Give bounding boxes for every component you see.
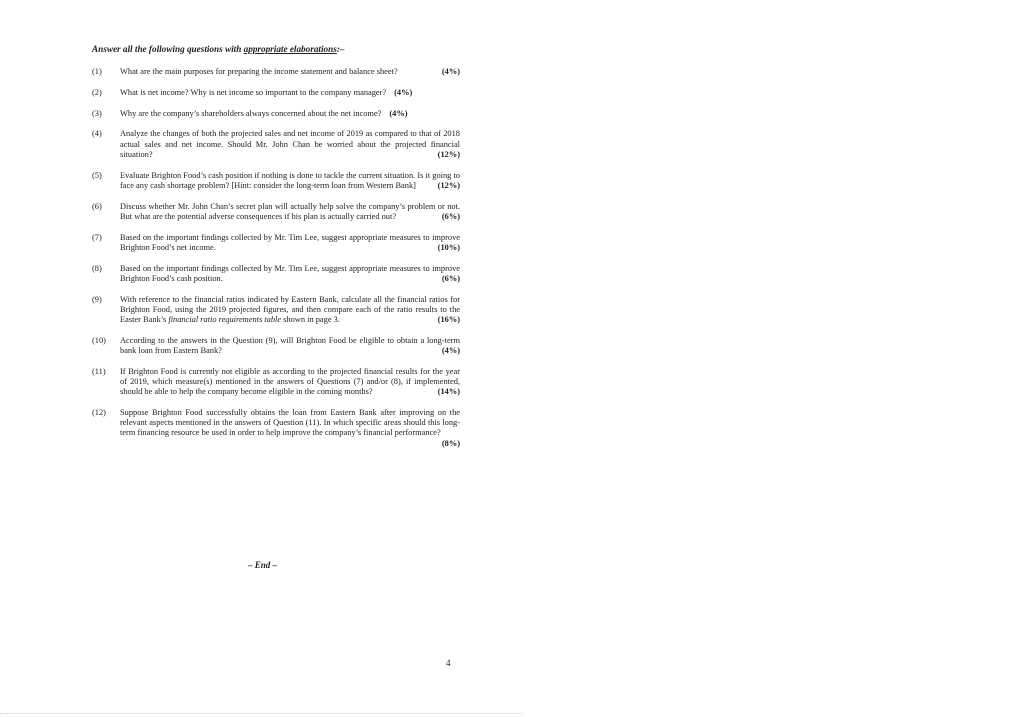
question-text-italic: financial ratio requirements table (168, 315, 282, 324)
question-mark: (4%) (394, 87, 413, 97)
question-number: (1) (92, 67, 102, 76)
question-mark: (14%) (437, 387, 460, 397)
question-10 (92, 336, 460, 356)
question-text: Based on the important findings collected by Mr. Tim Lee, suggest appropriate measures to improve Brighton Food’s cash position. (120, 263, 460, 283)
question-number: (7) (92, 232, 102, 242)
heading-underlined: appropriate elaborations (243, 44, 337, 54)
question-mark: (4%) (441, 346, 460, 355)
question-mark: (12%) (437, 149, 460, 159)
question-text: Based on the important findings collected by Mr. Tim Lee, suggest appropriate measures to improve Brighton Food’s net income. (120, 232, 460, 252)
question-text: Evaluate Brighton Food’s cash position if nothing is done to tackle the current situation. Is it going to face any cash shortage problem? [Hint: consider the long-term loan from Western Bank] (120, 170, 460, 190)
end-marker: – End – (248, 560, 278, 570)
heading-prefix: Answer all the following questions with (92, 44, 244, 54)
question-number: (9) (92, 294, 102, 304)
question-9 (92, 295, 460, 326)
question-text: Suppose Brighton Food successfully obtains the loan from Eastern Bank after improving on the relevant aspects mentioned in the answers of Question (11). In which specific areas should this long-term financing resource be used in order to help improve the company’s financial performance? (120, 408, 460, 438)
question-mark: (4%) (389, 108, 408, 118)
question-text-block (120, 295, 460, 326)
question-number: (6) (92, 201, 102, 211)
question-text: With reference to the financial ratios indicated by Eastern Bank, calculate all the financial ratios for Brighton Food, using the 2019 projected figures, and then compare each of the ratio results to the Easter Bank’s (120, 294, 460, 324)
question-2 (92, 88, 460, 98)
question-mark: (8%) (441, 438, 460, 448)
question-8 (92, 264, 460, 284)
question-text-block (120, 109, 460, 119)
question-1 (92, 67, 460, 77)
question-text: Analyze the changes of both the projected sales and net income of 2019 as compared to that of 2018 actual sales and net income. Should Mr. John Chan be worried about the projected financial situation? (120, 129, 460, 159)
question-text-block (120, 171, 460, 191)
question-mark: (4%) (441, 67, 460, 76)
heading-suffix: :– (336, 44, 345, 54)
question-text-block (120, 264, 460, 284)
page-number: 4 (446, 658, 451, 668)
question-12 (92, 408, 460, 449)
question-number: (2) (92, 87, 102, 97)
question-mark: (10%) (437, 242, 460, 252)
question-text: Why are the company’s shareholders always concerned about the net income? (120, 108, 382, 118)
question-mark: (6%) (441, 273, 460, 283)
question-number: (3) (92, 108, 102, 118)
question-text-block (120, 233, 460, 253)
question-number: (8) (92, 263, 102, 273)
question-text: According to the answers in the Question (9), will Brighton Food be eligible to obtain a long-term bank loan from Eastern Bank? (120, 335, 460, 355)
question-3 (92, 109, 460, 119)
question-mark: (16%) (437, 315, 460, 324)
instructions-heading (92, 44, 344, 54)
question-number: (11) (92, 366, 106, 376)
question-6 (92, 202, 460, 222)
question-text-block (120, 336, 460, 356)
page-bottom-divider (0, 713, 522, 714)
question-text: shown in page 3. (281, 315, 340, 324)
question-text-block (120, 202, 460, 222)
question-5 (92, 171, 460, 191)
question-list (92, 67, 460, 459)
question-number: (4) (92, 129, 102, 139)
question-number: (5) (92, 170, 102, 180)
question-text-block (120, 408, 460, 448)
question-text-block (120, 88, 460, 98)
question-11 (92, 367, 460, 398)
question-text: If Brighton Food is currently not eligible as according to the projected financial results for the year of 2019, which measure(s) mentioned in the answers of Questions (7) and/or (8), if implemented, should be able to help the company become eligible in the coming months? (120, 366, 460, 397)
question-text: Discuss whether Mr. John Chan’s secret plan will actually help solve the company’s problem or not. But what are the potential adverse consequences if his plan is actually carried out? (120, 201, 460, 221)
question-text-block (120, 67, 460, 77)
question-text-block (120, 367, 460, 398)
question-number: (12) (92, 408, 106, 417)
question-text: What is net income? Why is net income so important to the company manager? (120, 87, 387, 97)
question-mark: (6%) (441, 211, 460, 221)
question-mark: (12%) (437, 180, 460, 190)
question-text-block (120, 129, 460, 160)
question-7 (92, 233, 460, 253)
question-4 (92, 129, 460, 160)
question-text: What are the main purposes for preparing the income statement and balance sheet? (120, 67, 398, 76)
question-number: (10) (92, 335, 106, 345)
